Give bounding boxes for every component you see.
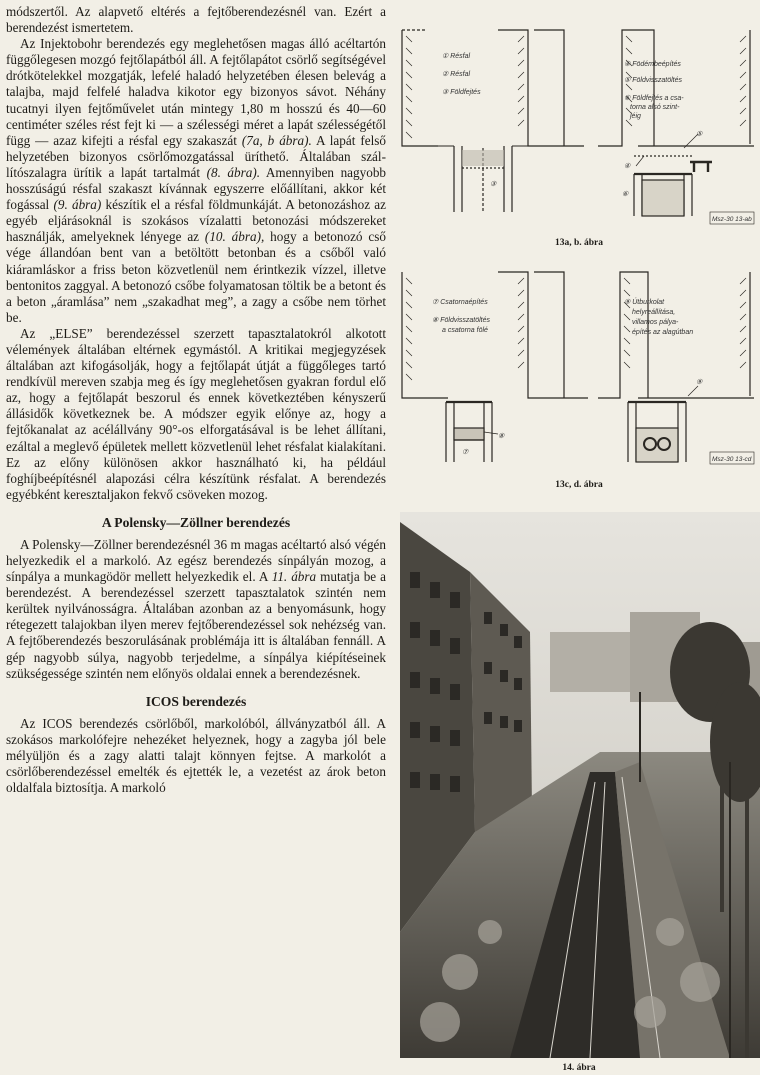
figure-13cd: [398, 268, 760, 468]
legend-13ab-item-3: ③ Földfejtés: [442, 89, 481, 96]
callout-4: ④: [624, 163, 631, 170]
p4-part-a: A Polensky—Zöllner berendezésnél 36 m magas acéltartó alsó végén helyezkedik el a markoló. Az egész berendezés sínpályán mozog, a sínpálya a munkagödör mellett helyezkedik el. A: [6, 536, 386, 585]
legend-13cd-item-7: ⑦ Csatornaépítés: [432, 299, 488, 306]
figure-ref-9: (9. ábra): [53, 197, 102, 213]
p2-part-d: készítik el a résfal földmunkáját. A betonozáshoz az egyéb eljárásoknál is szokásos vízalatti betonozási módszereket használják, amelyeknek lényege az: [6, 197, 386, 245]
p2-part-a: Az Injektobohr berendezés egy meglehetősen magas álló acéltartón függőlegesen mozgó fejtőlapátból áll. A fejtőlapátot csörlő segítségével drótkötelekkel mozgatják, lefelé haladó helyzetében élesen belevág a talajba, majd felfelé haladva kikotor egy bizonyos sávot. Néhány tucatnyi ilyen fejtőművelet után mintegy 1,80 m hosszú és 40—60 centiméter széles rést fejt ki — a szélességi méret a lapát szélességétől függ — azaz kifejti a résfal egy szakaszát: [6, 36, 386, 148]
legend-13cd-item-9: ⑨ Útburkolat: [624, 299, 665, 306]
callout-7: ⑦: [462, 449, 469, 456]
legend-13ab-item-4: ④ Födémbeépítés: [624, 61, 681, 68]
paragraph-3: Az „ELSE” berendezéssel szerzett tapasztalatokról alkotott vélemények általában eltérnek egymástól. A kritikai megjegyzések általában azt kifogásolják, hogy a fejtőlapát útját a függőleges tartó rendkívül mereven szabja meg és így meglehetősen gyakran fordul elő az, hogy a fejtőlapát beszorul és ennek következtében kényszerű állásidők következnek be. A módszer egyik előnye az, hogy a fejtőkanalat az acélállvány 90°-os elforgatásával is be lehet állítani, ezáltal a meglevő épületek mellett közvetlenül lehet résfalat kialakítani. Ez az előny különösen akkor használható ki, ha például foghíjbeépítésnél alapozási célra készítünk résfalat. A berendezés egyébként keresztaljakon fekvő csöveken mozog.: [6, 325, 386, 502]
paragraph-2: [6, 36, 386, 326]
caption-13ab: 13a, b. ábra: [554, 238, 604, 248]
figure-14-photo: [400, 512, 760, 1058]
figure-ref-10: (10. ábra),: [204, 229, 265, 245]
legend-13ab-item-5: ⑤ Földvisszatöltés: [624, 77, 683, 84]
paragraph-1: módszertől. Az alapvető eltérés a fejtőberendezésnél van. Ezért a berendezést ismertetem.: [6, 4, 386, 36]
legend-13cd-item-9c: villamos pálya-: [632, 319, 679, 326]
stamp-13cd: Msz-30 13-cd: [712, 456, 752, 463]
figure-13cd-drawing: [398, 268, 760, 468]
legend-13cd-item-8b: a csatorna fölé: [442, 327, 488, 334]
figure-13ab: [398, 26, 760, 236]
street-construction-photo: [400, 512, 760, 1058]
p4-part-b: mutatja be a berendezést. A berendezéssel szerzett tapasztalatok szintén nem kerültek nyilvánosságra. Általában azonban az a benyomásunk, hogy rétegezett talajokban ilyen merev fejtőberendezéssel sok nehézség van. A fejtőberendezés beszorulásának problémája itt is általában fennáll. A gép nagyobb súlya, nagyobb terjedelme, a sínpálya kiépítéseinek szükségessége szintén nem előnyös oldalai ennek a berendezésnek.: [6, 569, 386, 681]
callout-3: ③: [490, 181, 497, 188]
caption-14: 14. ábra: [562, 1063, 596, 1073]
legend-13ab-item-2: ② Résfal: [442, 71, 471, 78]
callout-5: ⑤: [696, 131, 703, 138]
legend-13ab-item-1: ① Résfal: [442, 53, 471, 60]
callout-9: ⑨: [696, 379, 703, 386]
text-column: [6, 4, 386, 1072]
paragraph-4: [6, 537, 386, 682]
p2-part-e: hogy a betonozó cső vége állandóan bent van a betöltött betonban és a csőből való kiáramláskor a friss beton közvetlenül nem érintkezik vízzel, illetve bentonitos zaggyal. A betonozó csőbe folyamatosan töltik be a betont és a beton „áramlása” nem „szakadhat meg”, a zagy a csőbe nem törhet be.: [6, 229, 386, 325]
legend-13cd-item-9b: helyreállítása,: [632, 309, 676, 316]
figure-ref-11: 11. ábra: [271, 569, 317, 585]
figure-ref-8: (8. ábra).: [206, 164, 261, 180]
p2-part-b: A lapát felső helyzetében bizonyos csörlőmozgatással üríthető. Általában szállítószalagra ürítik a lapát tartalmát: [6, 132, 386, 180]
figure-ref-7ab: (7a, b ábra).: [241, 132, 312, 148]
stamp-13ab: Msz-30 13-ab: [712, 216, 752, 223]
legend-13ab-item-6c: jéig: [630, 113, 641, 120]
legend-13cd-item-8: ⑧ Földvisszatöltés: [432, 317, 491, 324]
legend-13cd-item-9d: építés az alagútban: [632, 329, 694, 336]
p2-part-c: Amennyiben nagyobb hosszúságú résfal szakaszt kívánnak egyszerre előállítani, akkor két fogással: [6, 164, 386, 213]
paragraph-5: Az ICOS berendezés csörlőből, markolóból, állványzatból áll. A szokásos markolófejre nehezéket helyeznek, hogy a zagyba jól bele mélyüljön és a zagy alatti talajt könnyen fejtse. A markolót a csörlőberendezéssel emelték és ejtették le, a vezetést az árok beton oldalfala biztosítja. A markoló: [6, 715, 386, 796]
legend-13ab-item-6: ⑥ Földfejtés a csa-: [624, 95, 684, 102]
section-heading-polensky: A Polensky—Zöllner berendezés: [101, 514, 291, 530]
caption-13cd: 13c, d. ábra: [555, 480, 603, 490]
legend-13ab-item-6b: torna alsó szint-: [630, 104, 680, 111]
callout-8: ⑧: [498, 433, 505, 440]
figure-13ab-drawing: [398, 26, 760, 236]
callout-6: ⑥: [622, 191, 629, 198]
section-heading-icos: ICOS berendezés: [145, 693, 247, 709]
